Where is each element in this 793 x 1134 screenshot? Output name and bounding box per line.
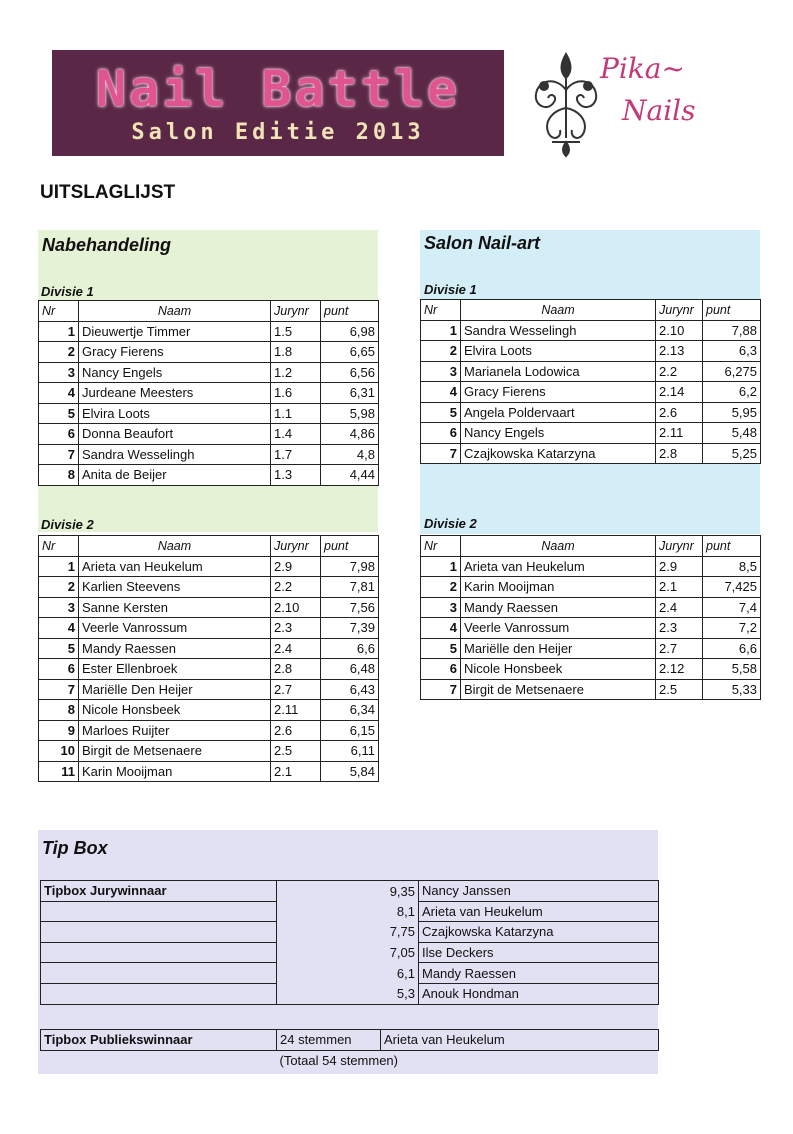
publiek-row — [41, 1030, 659, 1051]
table-row — [421, 597, 761, 618]
score-cell: 6,275 — [703, 361, 761, 382]
tip-score: 7,05 — [389, 945, 415, 961]
tip-score: 5,3 — [277, 983, 419, 1004]
rank-cell: 8 — [39, 465, 79, 486]
name-cell: Nicole Honsbeek — [461, 659, 656, 680]
rank-cell: 1 — [39, 321, 79, 342]
table-row — [39, 556, 379, 577]
tip-name: Arieta van Heukelum — [419, 901, 659, 922]
col-jurynr: Jurynr — [271, 536, 321, 557]
col-naam: Naam — [79, 536, 271, 557]
col-punt: punt — [321, 301, 379, 322]
jurynr-cell: 1.8 — [271, 342, 321, 363]
score-cell: 6,56 — [321, 362, 379, 383]
jurynr-cell: 2.14 — [656, 382, 703, 403]
name-cell: Donna Beaufort — [79, 424, 271, 445]
name-cell: Czajkowska Katarzyna — [461, 443, 656, 464]
score-cell: 6,98 — [321, 321, 379, 342]
name-cell: Gracy Fierens — [461, 382, 656, 403]
rank-cell: 4 — [39, 383, 79, 404]
empty-cell — [41, 963, 277, 984]
rank-cell: 7 — [39, 679, 79, 700]
rank-cell: 7 — [421, 679, 461, 700]
table-row — [39, 383, 379, 404]
tip-score: 6,1 — [396, 965, 415, 981]
col-nr: Nr — [39, 536, 79, 557]
table-header-row — [421, 300, 761, 321]
rank-cell: 5 — [421, 638, 461, 659]
nail-battle-banner — [52, 50, 504, 156]
table-row — [39, 761, 379, 782]
jury-label: Tipbox Jurywinnaar — [41, 881, 277, 902]
table-row — [421, 423, 761, 444]
table-header-row — [39, 301, 379, 322]
rank-cell: 6 — [39, 659, 79, 680]
jurynr-cell: 1.1 — [271, 403, 321, 424]
table-row — [39, 741, 379, 762]
tip-name: Mandy Raessen — [419, 963, 659, 984]
jurynr-cell: 2.1 — [271, 761, 321, 782]
table-row — [39, 321, 379, 342]
table-row — [421, 361, 761, 382]
score-cell: 6,65 — [321, 342, 379, 363]
name-cell: Karin Mooijman — [461, 577, 656, 598]
nabehandeling-divisie2-title: Divisie 2 — [41, 517, 94, 532]
logo-nails: Nails — [622, 94, 696, 127]
nabehandeling-divisie2-table — [38, 535, 379, 782]
jurynr-cell: 2.1 — [656, 577, 703, 598]
tipbox-row — [41, 901, 659, 922]
table-row — [39, 424, 379, 445]
tipbox-row — [41, 922, 659, 943]
score-cell: 5,48 — [703, 423, 761, 444]
name-cell: Arieta van Heukelum — [461, 556, 656, 577]
col-jurynr: Jurynr — [656, 536, 703, 557]
score-cell: 6,43 — [321, 679, 379, 700]
rank-cell: 6 — [421, 423, 461, 444]
table-row — [39, 465, 379, 486]
score-cell: 4,8 — [321, 444, 379, 465]
jurynr-cell: 1.4 — [271, 424, 321, 445]
table-header-row — [39, 536, 379, 557]
col-jurynr: Jurynr — [656, 300, 703, 321]
name-cell: Angela Poldervaart — [461, 402, 656, 423]
name-cell: Nancy Engels — [461, 423, 656, 444]
jurynr-cell: 2.6 — [656, 402, 703, 423]
table-row — [421, 382, 761, 403]
name-cell: Birgit de Metsenaere — [461, 679, 656, 700]
name-cell: Gracy Fierens — [79, 342, 271, 363]
name-cell: Karin Mooijman — [79, 761, 271, 782]
score-cell: 5,25 — [703, 443, 761, 464]
table-row — [421, 320, 761, 341]
name-cell: Mariëlle Den Heijer — [79, 679, 271, 700]
rank-cell: 11 — [39, 761, 79, 782]
name-cell: Mariëlle den Heijer — [461, 638, 656, 659]
table-row — [39, 659, 379, 680]
col-punt: punt — [703, 536, 761, 557]
jurynr-cell: 1.3 — [271, 465, 321, 486]
col-jurynr: Jurynr — [271, 301, 321, 322]
jurynr-cell: 2.2 — [656, 361, 703, 382]
name-cell: Marloes Ruijter — [79, 720, 271, 741]
score-cell: 6,48 — [321, 659, 379, 680]
rank-cell: 2 — [39, 342, 79, 363]
score-cell: 7,2 — [703, 618, 761, 639]
publiek-naam: Arieta van Heukelum — [381, 1030, 659, 1051]
name-cell: Mandy Raessen — [79, 638, 271, 659]
rank-cell: 1 — [421, 556, 461, 577]
score-cell: 6,6 — [321, 638, 379, 659]
rank-cell: 2 — [39, 577, 79, 598]
rank-cell: 6 — [39, 424, 79, 445]
table-row — [421, 341, 761, 362]
table-row — [39, 700, 379, 721]
salon-divisie1-table — [420, 299, 761, 464]
jurynr-cell: 2.5 — [656, 679, 703, 700]
rank-cell: 2 — [421, 341, 461, 362]
rank-cell: 7 — [39, 444, 79, 465]
score-cell: 7,88 — [703, 320, 761, 341]
tip-score: 9,35 — [277, 881, 419, 902]
salon-divisie2-table — [420, 535, 761, 700]
table-row — [421, 577, 761, 598]
name-cell: Jurdeane Meesters — [79, 383, 271, 404]
name-cell: Birgit de Metsenaere — [79, 741, 271, 762]
rank-cell: 7 — [421, 443, 461, 464]
score-cell: 6,2 — [703, 382, 761, 403]
rank-cell: 1 — [421, 320, 461, 341]
rank-cell: 9 — [39, 720, 79, 741]
name-cell: Arieta van Heukelum — [79, 556, 271, 577]
col-nr: Nr — [39, 301, 79, 322]
totaal-stemmen: (Totaal 54 stemmen) — [279, 1052, 398, 1068]
score-cell: 4,44 — [321, 465, 379, 486]
rank-cell: 4 — [421, 618, 461, 639]
name-cell: Ester Ellenbroek — [79, 659, 271, 680]
fleur-de-lis-icon — [526, 46, 606, 158]
publiek-stemmen: 24 stemmen — [277, 1030, 381, 1051]
table-row — [39, 444, 379, 465]
col-punt: punt — [703, 300, 761, 321]
rank-cell: 2 — [421, 577, 461, 598]
score-cell: 6,34 — [321, 700, 379, 721]
jurynr-cell: 2.7 — [656, 638, 703, 659]
tip-score: 7,75 — [389, 924, 415, 940]
score-cell: 8,5 — [703, 556, 761, 577]
jurynr-cell: 2.4 — [656, 597, 703, 618]
score-cell: 5,58 — [703, 659, 761, 680]
score-cell: 7,81 — [321, 577, 379, 598]
tipbox-row — [41, 942, 659, 963]
empty-cell — [41, 942, 277, 963]
jurynr-cell: 1.6 — [271, 383, 321, 404]
score-cell: 6,3 — [703, 341, 761, 362]
empty-cell — [41, 901, 277, 922]
table-row — [39, 720, 379, 741]
name-cell: Elvira Loots — [79, 403, 271, 424]
rank-cell: 5 — [39, 403, 79, 424]
jurynr-cell: 2.9 — [271, 556, 321, 577]
score-cell: 5,98 — [321, 403, 379, 424]
empty-cell — [41, 983, 277, 1004]
jurynr-cell: 2.4 — [271, 638, 321, 659]
name-cell: Karlien Steevens — [79, 577, 271, 598]
jurynr-cell: 2.10 — [656, 320, 703, 341]
table-row — [421, 556, 761, 577]
table-row — [39, 342, 379, 363]
rank-cell: 4 — [39, 618, 79, 639]
score-cell: 4,86 — [321, 424, 379, 445]
empty-cell — [41, 922, 277, 943]
tipbox-publiek-table — [40, 1029, 659, 1070]
jurynr-cell: 2.8 — [271, 659, 321, 680]
jurynr-cell: 2.3 — [271, 618, 321, 639]
col-punt: punt — [321, 536, 379, 557]
name-cell: Dieuwertje Timmer — [79, 321, 271, 342]
table-header-row — [421, 536, 761, 557]
score-cell: 6,15 — [321, 720, 379, 741]
logo-pika: Pika~ — [600, 52, 685, 85]
name-cell: Sanne Kersten — [79, 597, 271, 618]
nabehandeling-title: Nabehandeling — [42, 235, 172, 255]
salon-title: Salon Nail-art — [424, 233, 541, 253]
table-row — [421, 679, 761, 700]
score-cell: 5,33 — [703, 679, 761, 700]
jurynr-cell: 2.8 — [656, 443, 703, 464]
rank-cell: 8 — [39, 700, 79, 721]
tipbox-row — [41, 983, 659, 1004]
jurynr-cell: 2.11 — [656, 423, 703, 444]
tip-name: Czajkowska Katarzyna — [419, 922, 659, 943]
name-cell: Mandy Raessen — [461, 597, 656, 618]
score-cell: 7,39 — [321, 618, 379, 639]
name-cell: Elvira Loots — [461, 341, 656, 362]
name-cell: Sandra Wesselingh — [461, 320, 656, 341]
publiek-label: Tipbox Publiekswinnaar — [41, 1030, 277, 1051]
jurynr-cell: 2.9 — [656, 556, 703, 577]
score-cell: 6,31 — [321, 383, 379, 404]
score-cell: 7,98 — [321, 556, 379, 577]
score-cell: 5,84 — [321, 761, 379, 782]
name-cell: Nancy Engels — [79, 362, 271, 383]
col-nr: Nr — [421, 536, 461, 557]
name-cell: Sandra Wesselingh — [79, 444, 271, 465]
banner-subtitle: Salon Editie 2013 — [131, 120, 425, 145]
tip-name: Anouk Hondman — [419, 983, 659, 1004]
name-cell: Veerle Vanrossum — [79, 618, 271, 639]
name-cell: Anita de Beijer — [79, 465, 271, 486]
rank-cell: 1 — [39, 556, 79, 577]
score-cell: 7,56 — [321, 597, 379, 618]
table-row — [39, 577, 379, 598]
score-cell: 7,425 — [703, 577, 761, 598]
tipbox-jury-table — [40, 880, 659, 1005]
table-row — [39, 638, 379, 659]
salon-divisie1-title: Divisie 1 — [424, 282, 477, 297]
col-naam: Naam — [461, 300, 656, 321]
salon-divisie2-title: Divisie 2 — [424, 516, 477, 531]
tip-score: 8,1 — [396, 903, 415, 919]
rank-cell: 10 — [39, 741, 79, 762]
rank-cell: 3 — [421, 597, 461, 618]
jurynr-cell: 2.10 — [271, 597, 321, 618]
rank-cell: 3 — [39, 362, 79, 383]
tipbox-title: Tip Box — [42, 838, 108, 858]
col-naam: Naam — [79, 301, 271, 322]
tip-name: Ilse Deckers — [419, 942, 659, 963]
rank-cell: 3 — [421, 361, 461, 382]
pika-nails-logo — [526, 46, 726, 158]
table-row — [421, 659, 761, 680]
rank-cell: 5 — [421, 402, 461, 423]
score-cell: 6,6 — [703, 638, 761, 659]
name-cell: Nicole Honsbeek — [79, 700, 271, 721]
table-row — [39, 362, 379, 383]
tipbox-row — [41, 881, 659, 902]
table-row — [39, 679, 379, 700]
table-row — [39, 618, 379, 639]
score-cell: 6,11 — [321, 741, 379, 762]
jurynr-cell: 1.7 — [271, 444, 321, 465]
jurynr-cell: 1.5 — [271, 321, 321, 342]
table-row — [421, 638, 761, 659]
score-cell: 7,4 — [703, 597, 761, 618]
table-row — [421, 443, 761, 464]
rank-cell: 4 — [421, 382, 461, 403]
jurynr-cell: 2.7 — [271, 679, 321, 700]
jurynr-cell: 2.11 — [271, 700, 321, 721]
jurynr-cell: 2.5 — [271, 741, 321, 762]
table-row — [39, 403, 379, 424]
name-cell: Marianela Lodowica — [461, 361, 656, 382]
table-row — [421, 402, 761, 423]
name-cell: Veerle Vanrossum — [461, 618, 656, 639]
jurynr-cell: 2.12 — [656, 659, 703, 680]
score-cell: 5,95 — [703, 402, 761, 423]
rank-cell: 3 — [39, 597, 79, 618]
tipbox-row — [41, 963, 659, 984]
table-row — [39, 597, 379, 618]
nabehandeling-divisie1-title: Divisie 1 — [41, 284, 94, 299]
empty-cell — [41, 1050, 277, 1070]
totaal-row — [41, 1050, 659, 1070]
banner-title: Nail Battle — [95, 60, 461, 118]
col-nr: Nr — [421, 300, 461, 321]
jurynr-cell: 2.6 — [271, 720, 321, 741]
page-title: UITSLAGLIJST — [40, 182, 176, 203]
rank-cell: 6 — [421, 659, 461, 680]
table-row — [421, 618, 761, 639]
tip-name: Nancy Janssen — [419, 881, 659, 902]
rank-cell: 5 — [39, 638, 79, 659]
nabehandeling-divisie1-table — [38, 300, 379, 486]
jurynr-cell: 2.13 — [656, 341, 703, 362]
jurynr-cell: 1.2 — [271, 362, 321, 383]
jurynr-cell: 2.3 — [656, 618, 703, 639]
jurynr-cell: 2.2 — [271, 577, 321, 598]
col-naam: Naam — [461, 536, 656, 557]
